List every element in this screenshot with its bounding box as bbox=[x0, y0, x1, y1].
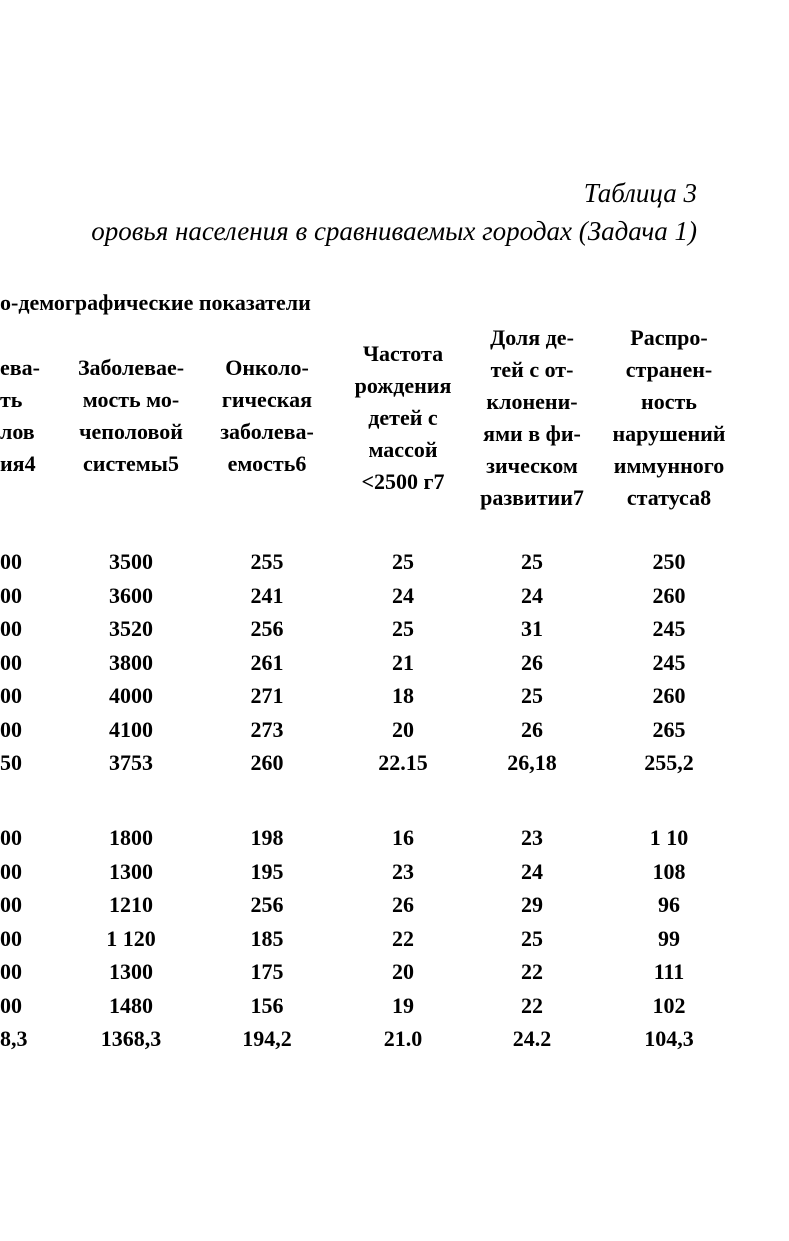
column-header-line: ями в фи- bbox=[483, 421, 581, 446]
table-cell: 26,18 bbox=[507, 750, 557, 775]
column-header-line: ность bbox=[641, 389, 697, 414]
column-header-line: ть bbox=[0, 387, 23, 412]
table-cell: 241 bbox=[250, 582, 284, 608]
table-cell: 245 bbox=[652, 616, 686, 641]
table-cell: 99 bbox=[658, 925, 680, 951]
table-cell: 271 bbox=[250, 683, 284, 708]
column-header-5 bbox=[480, 322, 584, 514]
column-header-3 bbox=[220, 352, 314, 480]
column-header-line: Распро- bbox=[630, 325, 708, 350]
table-cell: 26 bbox=[521, 649, 543, 675]
table-cell: 50 bbox=[0, 750, 22, 775]
column-header-line: <2500 г7 bbox=[361, 469, 445, 494]
column-header-line: системы5 bbox=[83, 451, 179, 476]
table-cell: 185 bbox=[250, 925, 284, 951]
table-cell: 8,3 bbox=[0, 1026, 28, 1051]
column-header-line: Заболевае- bbox=[77, 355, 185, 380]
table-cell: 250 bbox=[652, 549, 686, 574]
column-header-line: клонени- bbox=[486, 389, 578, 414]
table-cell: 3800 bbox=[109, 649, 153, 675]
column-header-line: емость6 bbox=[227, 451, 307, 476]
table-cell: 175 bbox=[250, 959, 284, 984]
table-cell: 104,3 bbox=[644, 1026, 694, 1051]
table-cell: 00 bbox=[0, 959, 22, 984]
table-cell: 1368,3 bbox=[100, 1026, 162, 1051]
table-cell: 111 bbox=[653, 959, 685, 984]
table-cell: 21 bbox=[392, 649, 414, 675]
column-header-line: нарушений bbox=[612, 421, 726, 446]
table-cell: 96 bbox=[658, 892, 680, 917]
table-cell: 21.0 bbox=[383, 1026, 423, 1051]
table-cell: 195 bbox=[250, 858, 284, 884]
table-cell: 256 bbox=[250, 892, 284, 917]
column-header-line: лов bbox=[0, 419, 35, 444]
table-cell: 29 bbox=[521, 892, 543, 917]
table-cell: 273 bbox=[250, 716, 284, 742]
table-cell: 22 bbox=[521, 959, 543, 984]
table-cell: 00 bbox=[0, 892, 22, 917]
table-cell: 260 bbox=[652, 582, 686, 608]
table-cell: 25 bbox=[521, 683, 543, 708]
table-cell: 108 bbox=[652, 858, 686, 884]
table-cell: 22 bbox=[521, 992, 543, 1018]
table-cell: 260 bbox=[250, 750, 284, 775]
column-header-line: детей с bbox=[368, 405, 438, 430]
table-cell: 4100 bbox=[109, 716, 153, 742]
column-header-line: массой bbox=[368, 437, 438, 462]
table-cell: 00 bbox=[0, 683, 22, 708]
column-header-2 bbox=[78, 352, 184, 480]
table-cell: 25 bbox=[392, 616, 414, 641]
column-header-line: мость мо- bbox=[82, 387, 180, 412]
table-cell: 1480 bbox=[109, 992, 153, 1018]
table-cell: 20 bbox=[392, 959, 414, 984]
column-header-line: статуса8 bbox=[626, 485, 712, 510]
column-header-1 bbox=[0, 352, 40, 480]
table-cell: 00 bbox=[0, 582, 22, 608]
table-cell: 22 bbox=[392, 925, 414, 951]
table-cell: 19 bbox=[392, 992, 414, 1018]
table-cell: 31 bbox=[521, 616, 543, 641]
table-cell: 26 bbox=[392, 892, 414, 917]
section-title: о-демографические показатели bbox=[0, 290, 311, 315]
table-cell: 24 bbox=[521, 858, 543, 884]
column-header-4 bbox=[355, 338, 452, 498]
table-cell: 1300 bbox=[109, 959, 153, 984]
column-header-line: ева- bbox=[0, 355, 40, 380]
table-cell: 22.15 bbox=[378, 750, 428, 775]
table-cell: 00 bbox=[0, 616, 22, 641]
table-cell: 26 bbox=[521, 716, 543, 742]
table-cell: 00 bbox=[0, 716, 22, 742]
table-cell: 194,2 bbox=[242, 1026, 292, 1051]
table-cell: 4000 bbox=[109, 683, 153, 708]
column-header-line: странен- bbox=[625, 357, 713, 382]
table-number: Таблица 3 bbox=[583, 178, 697, 208]
table-cell: 3500 bbox=[109, 549, 153, 574]
table-title: оровья населения в сравниваемых городах (Задача 1) bbox=[91, 216, 697, 246]
table-cell: 265 bbox=[652, 716, 686, 742]
table-cell: 18 bbox=[392, 683, 414, 708]
table-cell: 25 bbox=[521, 549, 543, 574]
table-cell: 00 bbox=[0, 925, 22, 951]
table-cell: 1210 bbox=[109, 892, 153, 917]
table-cell: 1 120 bbox=[106, 925, 156, 951]
column-header-line: Онколо- bbox=[225, 355, 309, 380]
table-cell: 24 bbox=[392, 582, 414, 608]
column-header-line: Доля де- bbox=[490, 325, 574, 350]
table-cell: 20 bbox=[392, 716, 414, 742]
table-cell: 255,2 bbox=[644, 750, 694, 775]
table-cell: 3600 bbox=[109, 582, 153, 608]
column-header-line: Частота bbox=[362, 341, 444, 366]
table-cell: 256 bbox=[250, 616, 284, 641]
table-cell: 255 bbox=[250, 549, 284, 574]
column-header-6 bbox=[613, 322, 726, 514]
table-cell: 3520 bbox=[109, 616, 153, 641]
table-cell: 102 bbox=[652, 992, 686, 1018]
table-cell: 23 bbox=[392, 858, 414, 884]
table-cell: 23 bbox=[521, 825, 543, 850]
column-header-line: развитии7 bbox=[480, 485, 584, 510]
column-header-line: заболева- bbox=[220, 419, 314, 444]
table-cell: 261 bbox=[250, 649, 284, 675]
table-cell: 25 bbox=[521, 925, 543, 951]
table-cell: 00 bbox=[0, 825, 22, 850]
table-cell: 1 10 bbox=[649, 825, 689, 850]
table-cell: 00 bbox=[0, 649, 22, 675]
table-cell: 25 bbox=[392, 549, 414, 574]
column-header-line: иммунного bbox=[613, 453, 725, 478]
table-cell: 260 bbox=[652, 683, 686, 708]
table-cell: 198 bbox=[250, 825, 284, 850]
column-header-line: зическом bbox=[486, 453, 578, 478]
column-header-line: рождения bbox=[354, 373, 452, 398]
table-cell: 00 bbox=[0, 858, 22, 884]
table-cell: 24 bbox=[521, 582, 543, 608]
column-header-line: тей с от- bbox=[490, 357, 574, 382]
table-cell: 16 bbox=[392, 825, 414, 850]
table-cell: 00 bbox=[0, 549, 22, 574]
column-header-line: гическая bbox=[221, 387, 313, 412]
table-cell: 00 bbox=[0, 992, 22, 1018]
table-cell: 156 bbox=[250, 992, 284, 1018]
table-cell: 1300 bbox=[109, 858, 153, 884]
column-header-line: ия4 bbox=[0, 451, 36, 476]
table-cell: 1800 bbox=[109, 825, 153, 850]
table-cell: 3753 bbox=[109, 750, 153, 775]
table-cell: 245 bbox=[652, 649, 686, 675]
column-header-line: чеполовой bbox=[79, 419, 183, 444]
table-cell: 24.2 bbox=[512, 1026, 552, 1051]
